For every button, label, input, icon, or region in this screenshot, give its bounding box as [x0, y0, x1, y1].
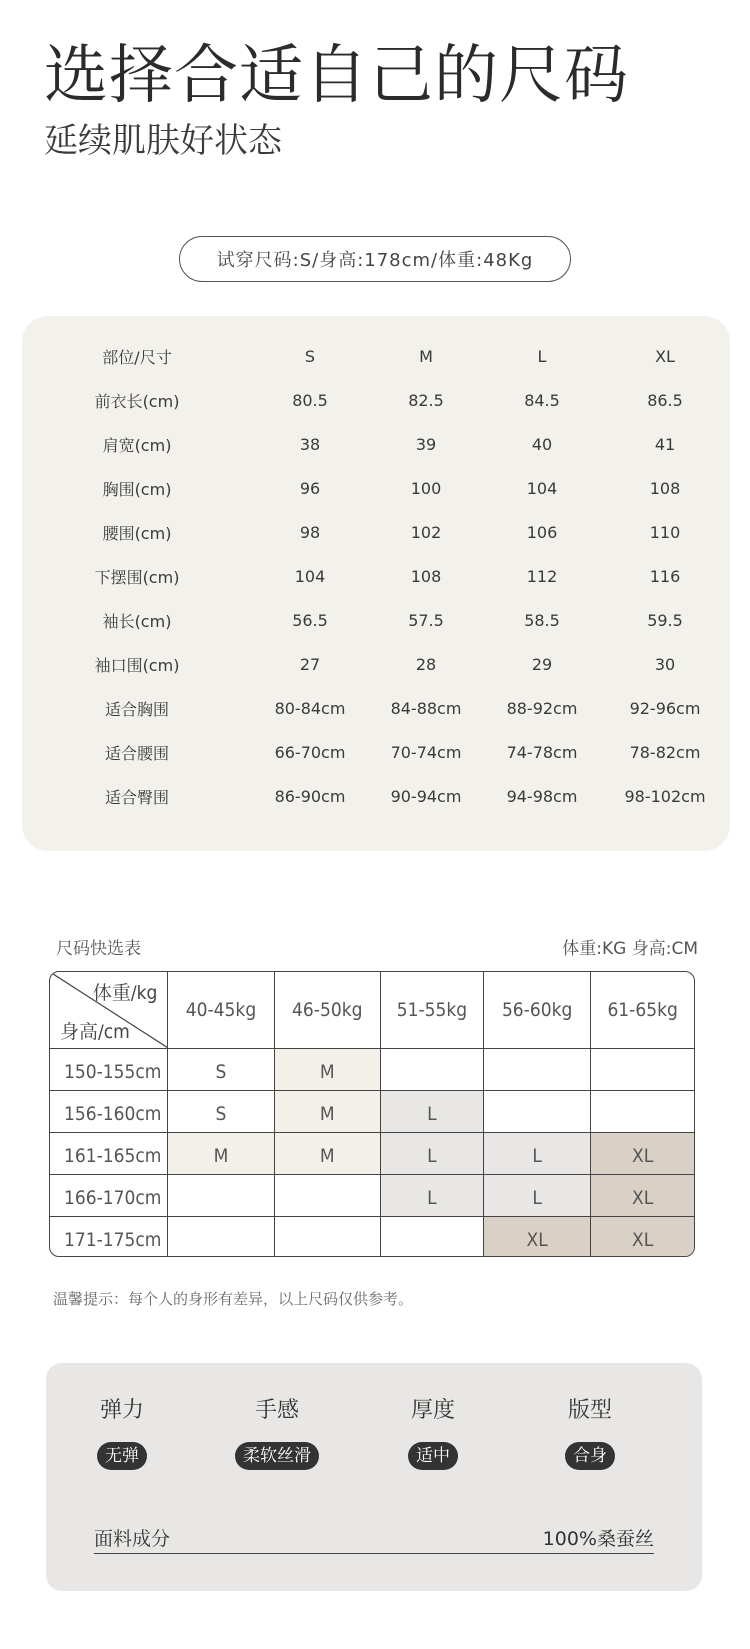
size-chart-cell: 90-94cm [390, 786, 462, 806]
size-chart-cell: 102 [410, 522, 442, 542]
fabric-composition-row [94, 1520, 654, 1554]
size-chart-cell: 70-74cm [390, 742, 462, 762]
size-chart-cell: 94-98cm [506, 786, 578, 806]
size-chart-row [22, 730, 730, 774]
size-chart-header-cell: M [419, 346, 433, 366]
size-chart-cell: 98-102cm [624, 786, 706, 806]
size-recommendation-cell [274, 1174, 380, 1216]
size-recommendation-cell: L [380, 1090, 483, 1132]
size-recommendation-cell [380, 1048, 483, 1090]
size-chart-row-label: 前衣长(cm) [94, 391, 180, 411]
fabric-label: 面料成分 [94, 1528, 171, 1550]
size-chart-cell: 86.5 [647, 390, 683, 410]
height-axis-label: 身高/cm [60, 1020, 130, 1043]
size-recommendation-cell [483, 1048, 590, 1090]
size-chart-cell: 56.5 [292, 610, 328, 630]
quick-select-row [50, 1132, 694, 1174]
size-chart-cell: 84.5 [524, 390, 560, 410]
size-recommendation-cell [380, 1216, 483, 1257]
size-chart-cell: 106 [526, 522, 558, 542]
size-recommendation-cell: M [168, 1132, 274, 1174]
size-chart-cell: 41 [654, 434, 676, 454]
size-chart-cell: 39 [415, 434, 437, 454]
size-recommendation-cell [168, 1216, 274, 1257]
height-row-header: 156-160cm [50, 1090, 168, 1132]
size-chart-cell: 38 [299, 434, 321, 454]
size-chart-row [22, 554, 730, 598]
size-chart-row-label: 袖口围(cm) [94, 655, 180, 675]
size-recommendation-cell [483, 1090, 590, 1132]
size-chart-cell: 28 [415, 654, 437, 674]
size-chart-cell: 29 [531, 654, 553, 674]
size-chart-cell: 96 [299, 478, 321, 498]
size-chart-header-cell: S [304, 346, 316, 366]
weight-column-header: 40-45kg [168, 972, 274, 1048]
size-chart-header-row [22, 334, 730, 378]
feature-hand-feel [217, 1393, 337, 1470]
feature-label: 版型 [567, 1398, 612, 1423]
size-chart-cell: 66-70cm [274, 742, 346, 762]
size-chart-row-label: 下摆围(cm) [94, 567, 180, 587]
quick-select-row [50, 1216, 694, 1257]
size-chart-cell: 98 [299, 522, 321, 542]
height-row-header: 161-165cm [50, 1132, 168, 1174]
feature-label: 厚度 [410, 1398, 455, 1423]
size-recommendation-cell [591, 1090, 694, 1132]
size-recommendation-cell: XL [591, 1174, 694, 1216]
size-recommendation-cell [591, 1048, 694, 1090]
size-recommendation-cell [168, 1174, 274, 1216]
size-recommendation-cell: L [483, 1174, 590, 1216]
size-chart-row-label: 腰围(cm) [102, 523, 172, 543]
feature-badge: 合身 [565, 1442, 615, 1470]
size-chart-cell: 30 [654, 654, 676, 674]
feature-badge: 柔软丝滑 [235, 1442, 319, 1470]
size-recommendation-cell: S [168, 1090, 274, 1132]
feature-thickness [373, 1393, 493, 1470]
size-chart-row [22, 642, 730, 686]
size-chart-cell: 40 [531, 434, 553, 454]
size-chart-cell: 27 [299, 654, 321, 674]
size-chart-cell: 112 [526, 566, 558, 586]
quick-select-table [50, 972, 694, 1257]
page-title: 选择合适自己的尺码 [44, 39, 629, 113]
size-chart-row-label: 适合腰围 [104, 743, 169, 763]
feature-fit [530, 1393, 650, 1470]
size-chart-panel [22, 316, 730, 851]
size-recommendation-cell: L [380, 1174, 483, 1216]
size-chart-header-cell: L [537, 346, 547, 366]
size-chart-table [22, 334, 730, 818]
size-recommendation-cell: M [274, 1132, 380, 1174]
quick-select-title: 尺码快选表 [56, 939, 141, 959]
size-chart-cell: 108 [649, 478, 681, 498]
feature-elasticity [62, 1393, 182, 1470]
size-recommendation-cell: XL [591, 1216, 694, 1257]
size-recommendation-cell: XL [483, 1216, 590, 1257]
size-chart-row [22, 422, 730, 466]
size-chart-cell: 59.5 [647, 610, 683, 630]
size-chart-row [22, 774, 730, 818]
size-chart-cell: 84-88cm [390, 698, 462, 718]
size-recommendation-cell: XL [591, 1132, 694, 1174]
size-chart-cell: 104 [294, 566, 326, 586]
quick-select-row [50, 1090, 694, 1132]
size-recommendation-cell: L [380, 1132, 483, 1174]
trial-size-pill [179, 236, 571, 282]
size-chart-cell: 110 [649, 522, 681, 542]
size-chart-cell: 57.5 [408, 610, 444, 630]
size-chart-cell: 116 [649, 566, 681, 586]
size-chart-cell: 80-84cm [274, 698, 346, 718]
size-chart-cell: 108 [410, 566, 442, 586]
feature-label: 弹力 [99, 1398, 144, 1423]
feature-label: 手感 [254, 1398, 299, 1423]
feature-badge: 无弹 [97, 1442, 147, 1470]
weight-column-header: 51-55kg [380, 972, 483, 1048]
size-chart-row [22, 378, 730, 422]
size-chart-cell: 82.5 [408, 390, 444, 410]
size-chart-header-cell: XL [655, 346, 675, 366]
size-chart-row [22, 510, 730, 554]
size-chart-row-label: 适合臀围 [104, 787, 169, 807]
quick-select-units: 体重:KG 身高:CM [562, 939, 698, 959]
weight-column-header: 56-60kg [483, 972, 590, 1048]
size-recommendation-cell: L [483, 1132, 590, 1174]
size-chart-row-label: 适合胸围 [104, 699, 169, 719]
page-subtitle: 延续肌肤好状态 [44, 121, 282, 161]
size-chart-row [22, 466, 730, 510]
size-chart-cell: 86-90cm [274, 786, 346, 806]
size-chart-cell: 80.5 [292, 390, 328, 410]
size-chart-cell: 74-78cm [506, 742, 578, 762]
quick-select-row [50, 1048, 694, 1090]
size-chart-header-cell: 部位/尺寸 [102, 347, 172, 367]
size-chart-row [22, 598, 730, 642]
fabric-value: 100%桑蚕丝 [542, 1528, 654, 1550]
fabric-feature-panel [46, 1363, 702, 1591]
quick-select-table-frame [49, 971, 695, 1257]
size-chart-row [22, 686, 730, 730]
size-chart-cell: 88-92cm [506, 698, 578, 718]
weight-column-header: 61-65kg [591, 972, 694, 1048]
height-row-header: 166-170cm [50, 1174, 168, 1216]
size-chart-cell: 104 [526, 478, 558, 498]
size-recommendation-cell: M [274, 1090, 380, 1132]
corner-header-cell [50, 972, 168, 1048]
size-recommendation-cell: M [274, 1048, 380, 1090]
size-chart-row-label: 胸围(cm) [102, 479, 172, 499]
feature-badge: 适中 [408, 1442, 458, 1470]
quick-select-row [50, 1174, 694, 1216]
sizing-note: 温馨提示：每个人的身形有差异，以上尺码仅供参考。 [53, 1290, 414, 1308]
height-row-header: 171-175cm [50, 1216, 168, 1257]
size-chart-cell: 58.5 [524, 610, 560, 630]
size-recommendation-cell: S [168, 1048, 274, 1090]
size-chart-cell: 92-96cm [629, 698, 701, 718]
height-row-header: 150-155cm [50, 1048, 168, 1090]
weight-column-header: 46-50kg [274, 972, 380, 1048]
weight-axis-label: 体重/kg [92, 982, 158, 1004]
size-chart-row-label: 袖长(cm) [102, 611, 172, 631]
size-recommendation-cell [274, 1216, 380, 1257]
size-chart-row-label: 肩宽(cm) [102, 435, 172, 455]
trial-size-text: 试穿尺码:S/身高:178cm/体重:48Kg [216, 250, 534, 271]
size-chart-cell: 78-82cm [629, 742, 701, 762]
size-chart-cell: 100 [410, 478, 442, 498]
